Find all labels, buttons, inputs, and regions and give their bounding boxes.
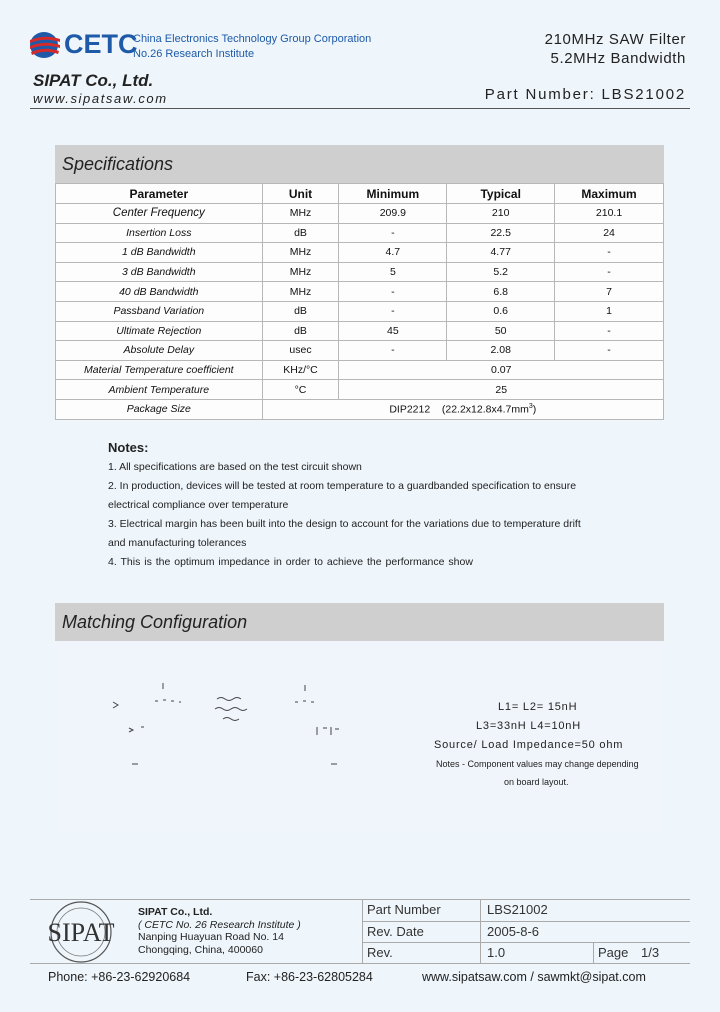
param-cell: Passband Variation [56, 301, 263, 321]
unit-cell: dB [262, 321, 339, 341]
sipat-seal-logo [30, 899, 132, 965]
note-item: 2. In production, devices will be tested at room temperature to a guardbanded specification to ensure [108, 480, 577, 492]
product-title [545, 30, 686, 68]
table-row [56, 360, 664, 380]
typ-cell: 4.77 [447, 243, 555, 263]
impedance-value: Source/ Load Impedance=50 ohm [434, 739, 624, 751]
max-cell: - [555, 341, 664, 361]
footer-address-2: Chongqing, China, 400060 [138, 943, 263, 956]
footer-page-value: 1/3 [641, 945, 660, 960]
table-row [56, 223, 664, 243]
min-cell: 45 [339, 321, 447, 341]
brand-name: SIPAT Co., Ltd. [33, 71, 154, 90]
footer-rev-date-label: Rev. Date [367, 924, 424, 939]
max-cell: 1 [555, 301, 664, 321]
notes-list [108, 458, 638, 572]
param-cell: Ultimate Rejection [56, 321, 263, 341]
header-maximum: Maximum [555, 184, 664, 204]
param-cell: Material Temperature coefficient [56, 360, 263, 380]
min-cell: 209.9 [339, 204, 447, 224]
brand-url[interactable]: www.sipatsaw.com [33, 91, 168, 106]
typ-cell: 6.8 [447, 282, 555, 302]
param-cell: Absolute Delay [56, 341, 263, 361]
footer-row-rule-1 [362, 921, 690, 922]
footer-phone: Phone: +86-23-62920684 [48, 970, 191, 984]
param-cell: 1 dB Bandwidth [56, 243, 263, 263]
l1-l2-value: L1= L2= 15nH [498, 701, 578, 713]
footer-divider-2 [480, 899, 481, 963]
footer-row-rule-2 [362, 942, 690, 943]
product-title-line-2: 5.2MHz Bandwidth [550, 50, 686, 67]
value-cell: 25 [339, 380, 664, 400]
package-value: DIP2212 (22.2x12.8x4.7mm [389, 403, 529, 416]
footer-web-mail[interactable]: www.sipatsaw.com / sawmkt@sipat.com [422, 970, 646, 984]
unit-cell: usec [262, 341, 339, 361]
table-row [56, 380, 664, 400]
component-note-2: on board layout. [504, 777, 569, 787]
part-number-header [485, 86, 686, 103]
package-close: ) [532, 403, 537, 416]
unit-cell: MHz [262, 262, 339, 282]
footer-page-label: Page [598, 945, 629, 960]
l3-l4-value: L3=33nH L4=10nH [476, 720, 581, 732]
footer-rev-value: 1.0 [487, 945, 506, 960]
unit-cell: MHz [262, 243, 339, 263]
table-row [56, 282, 664, 302]
note-item: and manufacturing tolerances [108, 537, 247, 549]
unit-cell: MHz [262, 204, 339, 224]
unit-cell: KHz/°C [262, 360, 339, 380]
table-row [56, 262, 664, 282]
param-cell: Ambient Temperature [56, 380, 263, 400]
matching-circuit-diagram [105, 675, 355, 775]
footer-rev-date-value: 2005-8-6 [487, 924, 540, 939]
table-row [56, 301, 664, 321]
package-value-cell [262, 399, 663, 419]
footer-divider-3 [593, 942, 594, 963]
package-superscript: 3 [528, 402, 533, 410]
footer-rev-label: Rev. [367, 945, 393, 960]
param-cell: Center Frequency [56, 204, 263, 224]
min-cell: 5 [339, 262, 447, 282]
company-name [133, 32, 371, 62]
max-cell: 7 [555, 282, 664, 302]
typ-cell: 22.5 [447, 223, 555, 243]
footer-part-number-label: Part Number [367, 902, 441, 917]
note-item: electrical compliance over temperature [108, 499, 289, 511]
specifications-table [55, 183, 664, 420]
header-divider [30, 108, 690, 109]
table-row [56, 243, 664, 263]
min-cell: - [339, 223, 447, 243]
param-cell: 40 dB Bandwidth [56, 282, 263, 302]
param-cell: 3 dB Bandwidth [56, 262, 263, 282]
max-cell: - [555, 321, 664, 341]
max-cell: 24 [555, 223, 664, 243]
max-cell: - [555, 243, 664, 263]
typ-cell: 210 [447, 204, 555, 224]
specifications-title: Specifications [62, 154, 174, 174]
matching-header [55, 603, 664, 641]
notes-title: Notes: [108, 440, 149, 455]
note-item: 4. This is the optimum impedance in order to achieve the performance show [108, 556, 473, 568]
matching-title: Matching Configuration [62, 612, 248, 632]
company-line-1: China Electronics Technology Group Corporation [133, 33, 372, 45]
product-title-line-1: 210MHz SAW Filter [544, 31, 686, 48]
header-unit: Unit [262, 184, 339, 204]
max-cell: 210.1 [555, 204, 664, 224]
part-number-value: LBS21002 [601, 86, 686, 103]
footer-company-name: SIPAT Co., Ltd. [138, 906, 213, 918]
max-cell: - [555, 262, 664, 282]
footer-divider-1 [362, 899, 363, 963]
table-row [56, 204, 664, 224]
header-minimum: Minimum [339, 184, 447, 204]
param-cell: Insertion Loss [56, 223, 263, 243]
typ-cell: 5.2 [447, 262, 555, 282]
component-note-1: Notes - Component values may change depending [436, 759, 639, 769]
note-item: 3. Electrical margin has been built into the design to account for the variations due to temperature drift [108, 518, 581, 530]
typ-cell: 2.08 [447, 341, 555, 361]
unit-cell: MHz [262, 282, 339, 302]
footer-address-1: Nanping Huayuan Road No. 14 [138, 931, 284, 943]
cetc-logo-text: CETC [64, 29, 138, 59]
unit-cell: dB [262, 301, 339, 321]
company-line-2: No.26 Research Institute [133, 48, 255, 60]
table-row [56, 399, 664, 419]
value-cell: 0.07 [339, 360, 664, 380]
header-parameter: Parameter [56, 184, 263, 204]
note-item: 1. All specifications are based on the test circuit shown [108, 461, 362, 473]
table-header-row [56, 184, 664, 204]
table-row [56, 341, 664, 361]
min-cell: - [339, 282, 447, 302]
matching-values [430, 698, 650, 791]
sipat-seal-text: SIPAT [47, 918, 115, 947]
unit-cell: dB [262, 223, 339, 243]
typ-cell: 0.6 [447, 301, 555, 321]
unit-cell: °C [262, 380, 339, 400]
footer-fax: Fax: +86-23-62805284 [246, 970, 373, 984]
param-cell: Package Size [56, 399, 263, 419]
specifications-header [55, 145, 664, 183]
min-cell: - [339, 341, 447, 361]
footer-company-subtitle: ( CETC No. 26 Research Institute ) [138, 918, 301, 931]
header-typical: Typical [447, 184, 555, 204]
min-cell: - [339, 301, 447, 321]
table-row [56, 321, 664, 341]
part-number-label: Part Number: [484, 86, 596, 103]
footer-part-number-value: LBS21002 [487, 902, 548, 917]
footer-company-block [138, 906, 301, 956]
typ-cell: 50 [447, 321, 555, 341]
min-cell: 4.7 [339, 243, 447, 263]
cetc-logo-icon [28, 30, 62, 60]
